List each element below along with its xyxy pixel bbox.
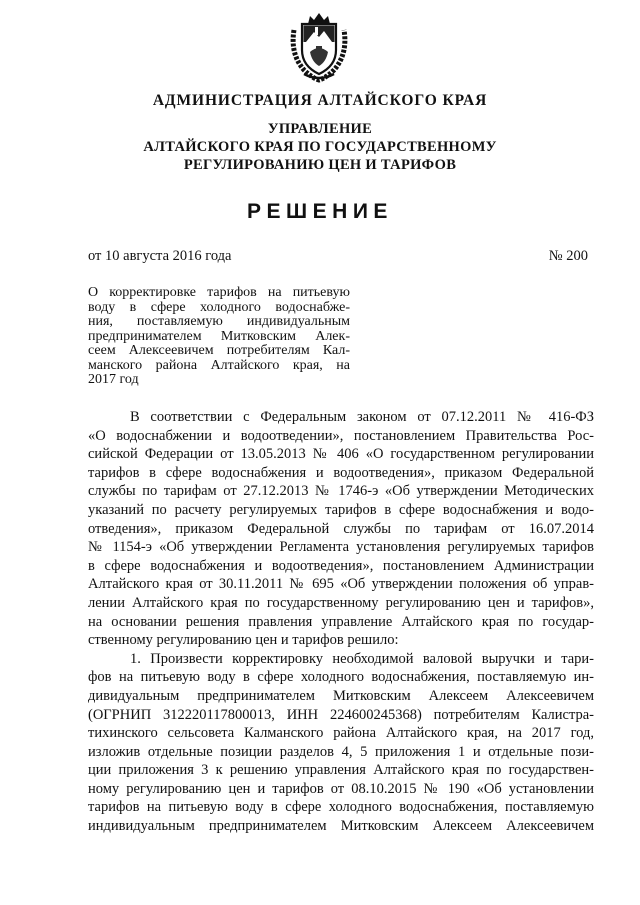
body-line: указаний по расчету регулируемых тарифов в сфере водоснабжения и водо- (88, 501, 594, 518)
body-line: тарифов на питьевую воду в сфере холодного водоснабжения, поставляемую (88, 799, 594, 816)
document-subject (88, 286, 350, 388)
body-line: тарифов в сфере водоснабжения и водоотведения», приказом Федеральной (88, 464, 594, 481)
body-line: № 1154-э «Об утверждении Регламента установления регулируемых тарифов (88, 539, 594, 556)
subject-line: 2017 год (88, 372, 139, 387)
department-line: УПРАВЛЕНИЕ (267, 121, 373, 137)
body-line: сийской Федерации от 13.05.2013 № 406 «О государственном регулировании (88, 446, 594, 463)
body-line: службы по тарифам от 27.12.2013 № 1746-э «Об утверждении Методических (88, 483, 594, 500)
body-line: дивидуальным предпринимателем Митковским Алексеем Алексеевичем (88, 687, 594, 704)
subject-line: манского района Алтайского края, на (88, 357, 350, 373)
body-line: ному регулированию цен и тарифов от 08.10.2015 № 190 «Об установлении (88, 780, 594, 797)
body-line: тихинского сельсовета Калманского района Алтайского края, на 2017 год, (88, 725, 594, 742)
body-line: лении Алтайского края по государственному регулированию цен и тарифов», (88, 594, 594, 611)
body-line: «О водоснабжении и водоотведении», постановлением Правительства Рос- (88, 427, 594, 444)
body-line: ственному регулированию цен и тарифов решило: (88, 632, 399, 649)
subject-line: предпринимателем Митковским Алек- (88, 328, 350, 344)
department-line: РЕГУЛИРОВАНИЮ ЦЕН И ТАРИФОВ (183, 157, 457, 173)
body-line: в сфере водоснабжения и водоотведения», постановлением Администрации (88, 557, 594, 574)
body-line: Алтайского края от 30.11.2011 № 695 «Об утверждении положения об управ- (88, 576, 594, 593)
subject-line: О корректировке тарифов на питьевую (88, 285, 350, 300)
coat-of-arms-icon (286, 10, 352, 84)
document-number: № 200 (548, 248, 588, 264)
document-date: от 10 августа 2016 года (88, 248, 232, 264)
body-line: ции приложения 3 к решению управления Алтайского края по государствен- (88, 762, 594, 779)
body-line: индивидуальным предпринимателем Митковским Алексеем Алексеевичем (88, 818, 594, 835)
body-line: (ОГРНИП 312220117800013, ИНН 224600245368) потребителям Калистра- (88, 706, 594, 723)
body-line: фов на питьевую воду в сфере холодного водоснабжения, поставляемую ин- (88, 669, 594, 686)
administration-title: АДМИНИСТРАЦИЯ АЛТАЙСКОГО КРАЯ (152, 92, 488, 109)
document-body (88, 408, 594, 836)
document-type-title: РЕШЕНИЕ (247, 200, 393, 223)
subject-line: сеем Алексеевичем потребителям Кал- (88, 343, 350, 358)
body-line: 1. Произвести корректировку необходимой валовой выручки и тари- (130, 650, 594, 667)
subject-line: ния, поставляемую индивидуальным (88, 314, 350, 329)
body-line: В соответствии с Федеральным законом от 07.12.2011 № 416-ФЗ (130, 409, 594, 425)
subject-line: воду в сфере холодного водоснабже- (88, 299, 350, 315)
body-line: на основании решения правления управление Алтайского края по государ- (88, 613, 594, 630)
department-line: АЛТАЙСКОГО КРАЯ ПО ГОСУДАРСТВЕННОМУ (143, 139, 497, 155)
body-line: отведения», приказом Федеральной службы по тарифам от 16.07.2014 (88, 520, 594, 537)
department-title (0, 120, 640, 174)
body-line: изложив отдельные позиции разделов 4, 5 приложения 1 и отдельные пози- (88, 743, 594, 760)
